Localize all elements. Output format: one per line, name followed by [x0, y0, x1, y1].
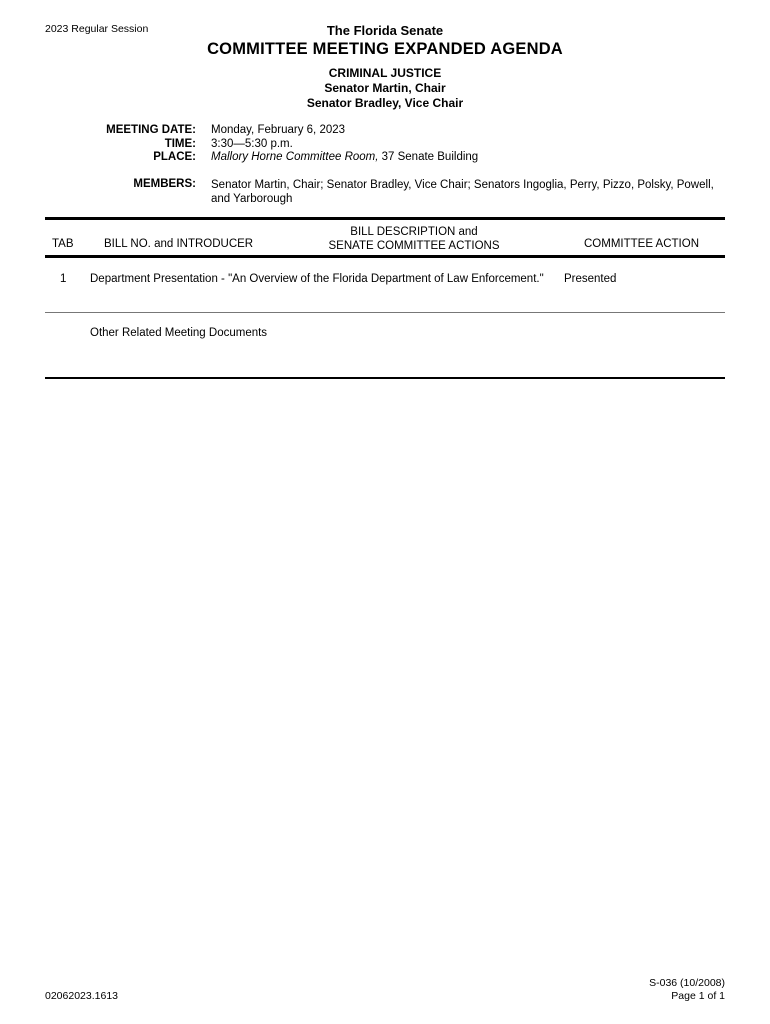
related-documents-link[interactable]: Other Related Meeting Documents: [90, 327, 268, 339]
column-header-description: [300, 225, 528, 253]
footer-document-id: 02062023.1613: [45, 990, 118, 1002]
column-header-bill: BILL NO. and INTRODUCER: [104, 238, 254, 250]
row-divider: [45, 312, 725, 313]
page-title: COMMITTEE MEETING EXPANDED AGENDA: [207, 40, 563, 58]
meeting-place-room: Mallory Horne Committee Room,: [211, 151, 379, 163]
meeting-place-label: PLACE:: [153, 151, 196, 163]
footer-form-number: S-036 (10/2008): [649, 977, 725, 989]
members-label: MEMBERS:: [133, 178, 196, 190]
committee-name: CRIMINAL JUSTICE: [328, 66, 442, 80]
meeting-date-value: Monday, February 6, 2023: [211, 124, 346, 136]
meeting-time-label: TIME:: [164, 138, 196, 150]
committee-block: [0, 66, 770, 111]
senate-name: The Florida Senate: [326, 23, 444, 38]
session-label: 2023 Regular Session: [45, 23, 149, 35]
meeting-place-value: [211, 151, 478, 163]
meeting-date-label: MEETING DATE:: [106, 124, 196, 136]
footer-info: [649, 977, 725, 1003]
footer-page-number: Page 1 of 1: [671, 990, 725, 1002]
table-bottom-rule: [45, 377, 725, 379]
column-header-description-line2: SENATE COMMITTEE ACTIONS: [328, 240, 500, 252]
meeting-time-value: 3:30—5:30 p.m.: [211, 138, 293, 150]
committee-chair: Senator Martin, Chair: [324, 81, 446, 95]
table-top-rule: [45, 217, 725, 220]
table-header-rule: [45, 255, 725, 258]
row-tab: 1: [60, 273, 67, 285]
committee-vice-chair: Senator Bradley, Vice Chair: [306, 96, 464, 110]
row-action: Presented: [564, 273, 617, 285]
members-value: Senator Martin, Chair; Senator Bradley, Vice Chair; Senators Ingoglia, Perry, Pizzo, Polsky, Powell, and Yarborough: [211, 179, 714, 205]
row-description: Department Presentation - "An Overview of the Florida Department of Law Enforcement.": [90, 273, 544, 285]
meeting-place-building: 37 Senate Building: [378, 151, 479, 163]
column-header-tab: TAB: [52, 238, 74, 250]
column-header-action: COMMITTEE ACTION: [584, 238, 699, 250]
column-header-description-line1: BILL DESCRIPTION and: [350, 226, 478, 238]
